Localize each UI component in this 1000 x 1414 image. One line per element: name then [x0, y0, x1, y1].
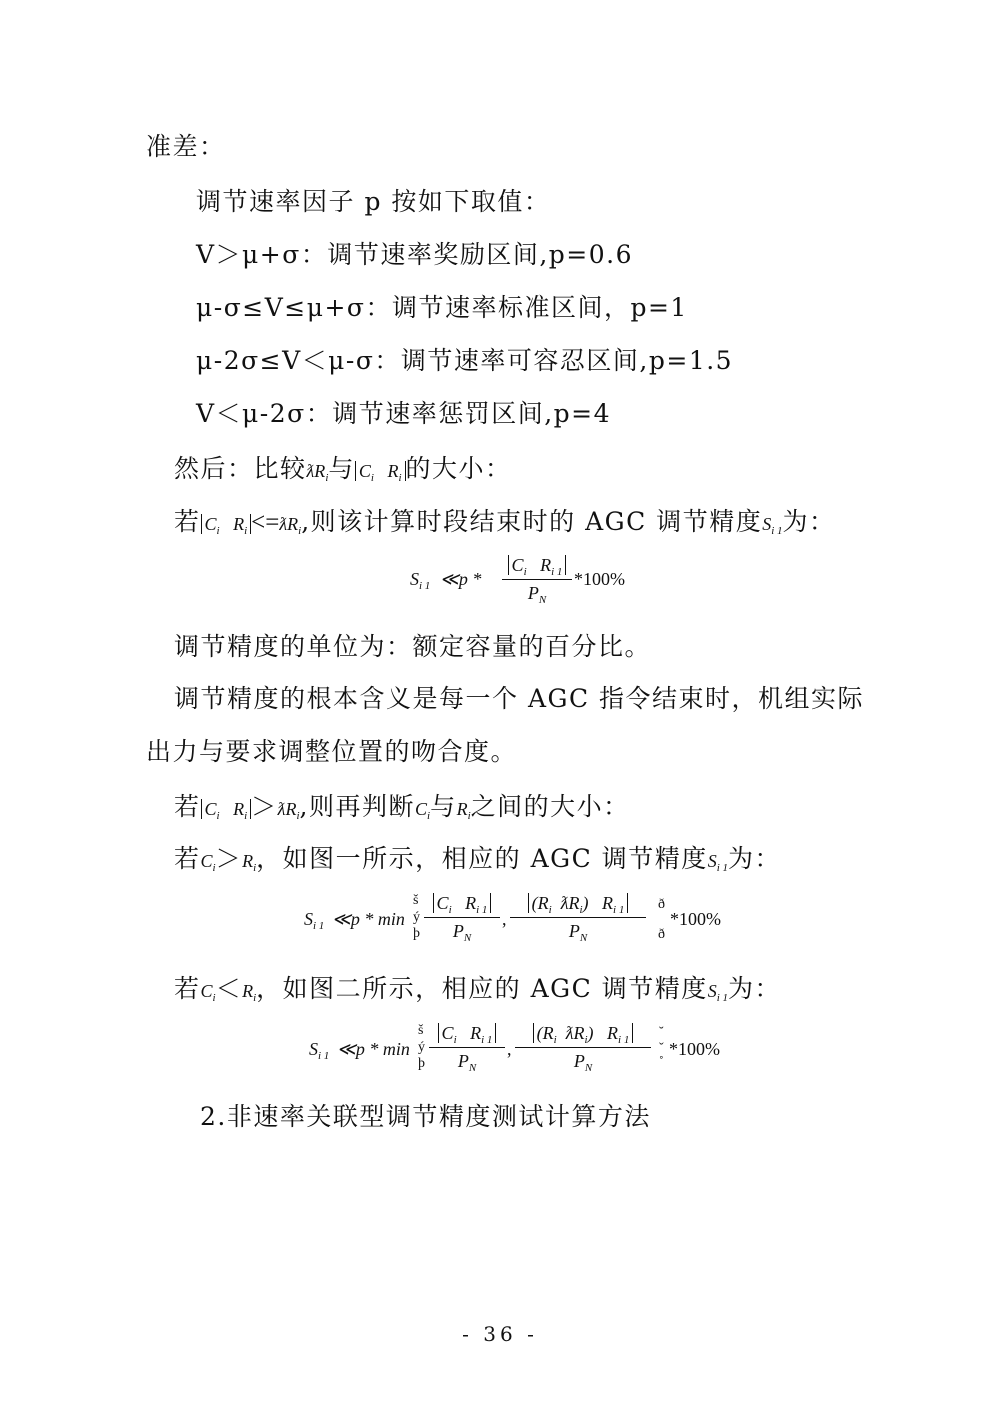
abs-c-r-symbol: $C_i$ $R_i$ [355, 461, 406, 481]
text-line: V＜μ-2σ：调节速率惩罚区间,p=4 [196, 399, 612, 428]
formula-precision-2: $S_{i 1}$ ≪p * min š ý þ $C_i$ $R_{i 1}$ $P_N$ , ($R_i$ $ƛR_i$) $R_{i 1}$ $P_N$ ð ð *100% [304, 893, 721, 944]
text-line: μ-σ≤V≤μ+σ：调节速率标准区间，p=1 [196, 293, 688, 322]
lambda-r-symbol: $ƛR_i$ [279, 514, 302, 537]
s-i1-symbol: $S_{i 1}$ [707, 851, 729, 874]
r-i-symbol: $R_i$ [456, 799, 471, 822]
text-line: 调节精度的单位为：额定容量的百分比。 [174, 632, 652, 661]
text-line: 出力与要求调整位置的吻合度。 [146, 737, 518, 766]
lambda-r-symbol: $ƛR_i$ [306, 461, 329, 484]
text-line: 若$C_i<R_i$，如图二所示，相应的 AGC 调节精度$S_{i 1}$为： [174, 974, 782, 1004]
text-line: V＞μ+σ：调节速率奖励区间,p=0.6 [196, 240, 633, 269]
r-i-symbol: $R_i$ [242, 981, 257, 1004]
formula-precision-3: $S_{i 1}$ ≪p * min š ý þ $C_i$ $R_{i 1}$ $P_N$ , ($R_i$ $ƛR_i$) $R_{i 1}$ $P_N$ ˘ ˇ ˚ *100% [309, 1023, 720, 1074]
r-i-symbol: $R_i$ [242, 851, 257, 874]
text-line: 调节速率因子 p 按如下取值： [196, 187, 551, 216]
page-number: - 36 - [462, 1322, 538, 1346]
s-i1-symbol: $S_{i 1}$ [707, 981, 729, 1004]
s-i1-symbol: $S_{i 1}$ [762, 514, 783, 537]
lambda-r-symbol: $ƛR_i$ [277, 799, 300, 822]
text-line: 若 $C_i$ $R_i$ $<=ƛR_i$,则该计算时段结束时的 AGC 调节精度$S_{i 1}$为： [174, 507, 836, 537]
formula-precision-1: $S_{i 1}$ ≪p * $C_i$ $R_{i 1}$ $P_N$ *100% [410, 555, 625, 606]
text-line: μ-2σ≤V＜μ-σ：调节速率可容忍区间,p=1.5 [196, 346, 734, 375]
text-line: 调节精度的根本含义是每一个 AGC 指令结束时，机组实际 [174, 684, 865, 713]
abs-c-r-symbol: $C_i$ $R_i$ [201, 514, 252, 534]
text-line: 然后：比较$ƛR_i$与 $C_i$ $R_i$ 的大小： [174, 454, 512, 484]
c-i-symbol: $C_i$ [414, 799, 431, 822]
text-line: 若$C_i>R_i$，如图一所示，相应的 AGC 调节精度$S_{i 1}$为： [174, 844, 782, 874]
c-i-symbol: $C_i$ [200, 981, 216, 1004]
c-i-symbol: $C_i$ [200, 851, 216, 874]
abs-c-r-symbol: $C_i$ $R_i$ [201, 799, 252, 819]
text-line: 准差： [146, 132, 226, 161]
section-heading: 2.非速率关联型调节精度测试计算方法 [200, 1102, 651, 1131]
text-line: 若 $C_i$ $R_i$ $>ƛR_i$,则再判断$C_i$与$R_i$之间的大小： [174, 792, 630, 822]
